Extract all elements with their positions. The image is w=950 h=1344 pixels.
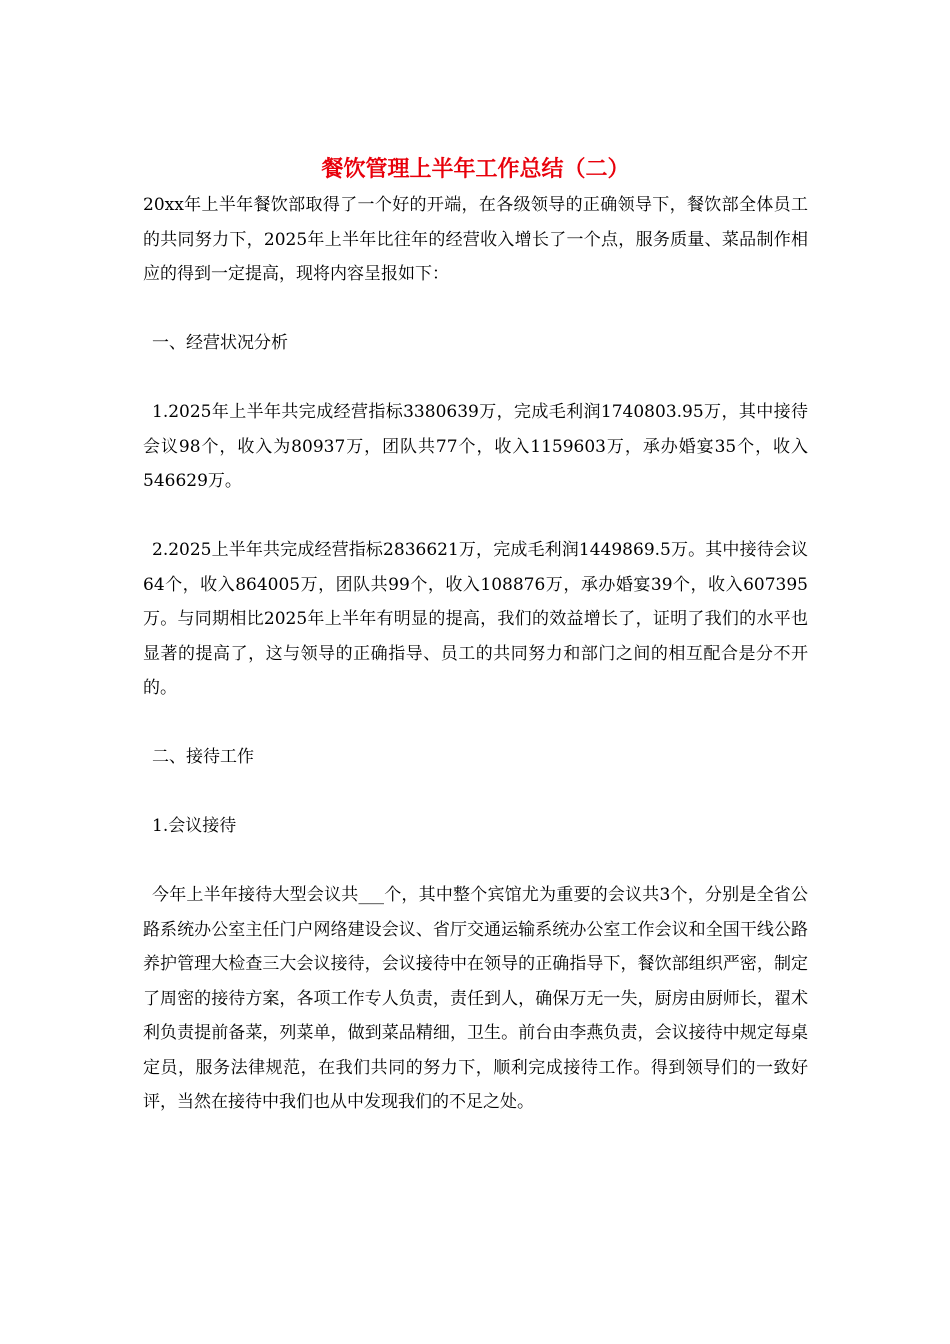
section2-sub1-body-text: 今年上半年接待大型会议共___个，其中整个宾馆尤为重要的会议共3个，分别是全省公路系统办公室主任门户网络建设会议、省厅交通运输系统办公室工作会议和全国干线公路养护管理大检查三大会议接待，会议接待中在领导的正确指导下，餐饮部组织严密，制定了周密的接待方案，各项工作专人负责，责任到人，确保万无一失，厨房由厨师长，翟术利负责提前备菜，列菜单，做到菜品精细，卫生。前台由李燕负责，会议接待中规定每桌定员，服务法律规范，在我们共同的努力下，顺利完成接待工作。得到领导们的一致好评，当然在接待中我们也从中发现我们的不足之处。 (143, 885, 808, 1112)
intro-paragraph: 20xx年上半年餐饮部取得了一个好的开端，在各级领导的正确领导下，餐饮部全体员工的共同努力下，2025年上半年比往年的经营收入增长了一个点，服务质量、菜品制作相应的得到一定提高，现将内容呈报如下： (143, 195, 808, 284)
spacer (143, 706, 808, 741)
section1-heading: 一、经营状况分析 (152, 333, 288, 353)
spacer (143, 292, 808, 327)
spacer (143, 844, 808, 879)
spacer (143, 499, 808, 534)
section2-sub1-heading: 1.会议接待 (152, 816, 237, 836)
spacer (143, 361, 808, 396)
spacer (143, 775, 808, 810)
section1-item1-text: 1.2025年上半年共完成经营指标3380639万，完成毛利润1740803.95万，其中接待会议98个，收入为80937万，团队共77个，收入1159603万，承办婚宴35个，收入546629万。 (143, 402, 808, 491)
section1-item2 (143, 533, 808, 706)
section1-item2-text: 2.2025上半年共完成经营指标2836621万，完成毛利润1449869.5万。其中接待会议64个，收入864005万，团队共99个，收入108876万，承办婚宴39个，收入607395万。与同期相比2025年上半年有明显的提高，我们的效益增长了，证明了我们的水平也显著的提高了，这与领导的正确指导、员工的共同努力和部门之间的相互配合是分不开的。 (143, 540, 808, 698)
section1-item1 (143, 395, 808, 499)
document-page (143, 150, 808, 1120)
section2-sub1-body (143, 878, 808, 1120)
section2-heading: 二、接待工作 (152, 747, 254, 767)
document-title: 餐饮管理上半年工作总结（二） (321, 156, 630, 182)
